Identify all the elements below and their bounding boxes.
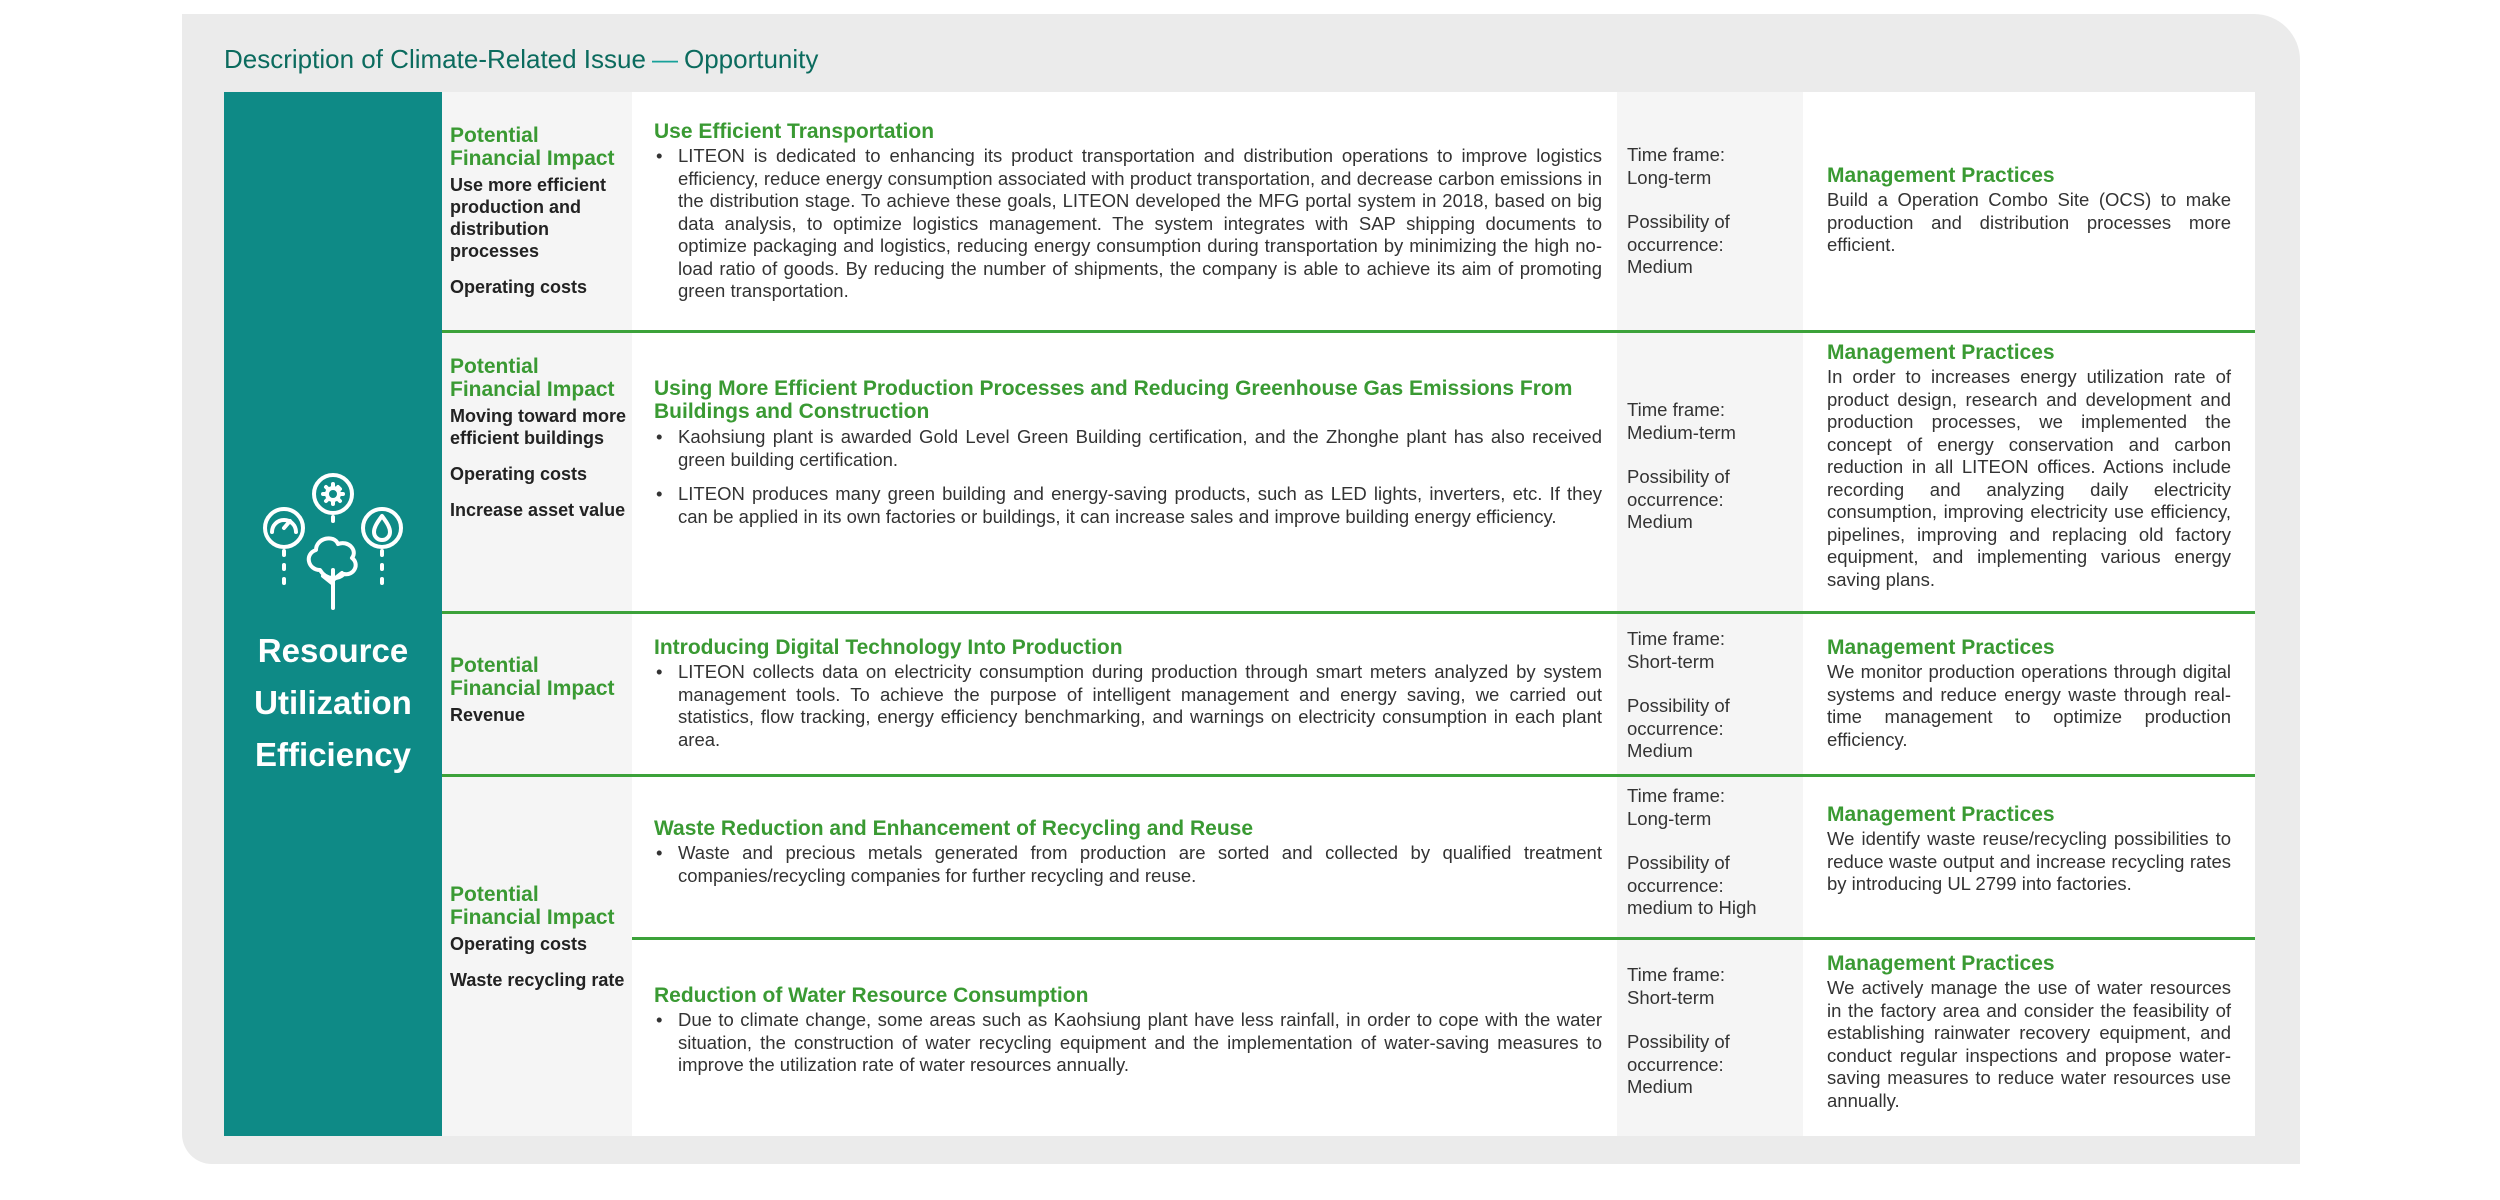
impact-item: Increase asset value xyxy=(450,500,626,520)
management-cell xyxy=(1803,92,2255,330)
table-row xyxy=(442,333,2255,611)
category-line-3: Efficiency xyxy=(255,736,411,773)
possibility-label: Possibility of occurrence: xyxy=(1627,695,1730,739)
impact-item: Waste recycling rate xyxy=(450,970,625,990)
time-frame-label: Time frame: xyxy=(1627,144,1725,165)
time-frame-label: Time frame: xyxy=(1627,964,1725,985)
impact-item: Revenue xyxy=(450,705,526,725)
description-bullet: • LITEON produces many green building and energy-saving products, such as LED lights, inverters, etc. If they can be applied in its own factories or buildings, it can increase sales and improve building energy efficiency. xyxy=(654,483,1602,528)
management-title: Management Practices xyxy=(1827,803,2055,826)
category-line-1: Resource xyxy=(257,632,409,669)
time-frame-value: Long-term xyxy=(1627,807,1712,829)
impact-cell xyxy=(442,333,632,611)
opportunity-title: Introducing Digital Technology Into Production xyxy=(654,636,1123,659)
management-title: Management Practices xyxy=(1827,952,2055,975)
timeframe-cell xyxy=(1617,614,1803,774)
impact-cell xyxy=(442,92,632,330)
description-bullet: • Kaohsiung plant is awarded Gold Level Green Building certification, and the Zhonghe plant has also received green building certification. xyxy=(654,426,1602,471)
management-cell xyxy=(1803,940,2255,1136)
possibility-value: Medium xyxy=(1627,1076,1693,1097)
timeframe-cell xyxy=(1617,777,1803,937)
table-row xyxy=(442,92,2255,330)
timeframe-cell xyxy=(1617,92,1803,330)
resource-tree-icon xyxy=(262,472,404,610)
possibility-label: Possibility of occurrence: xyxy=(1627,852,1730,896)
management-text: We actively manage the use of water resources in the factory area and consider the feasibility of establishing rainwater recovery equipment, and conduct regular inspections and propose water-saving measures to reduce water resources use annually. xyxy=(1827,977,2231,1111)
table-row xyxy=(442,777,2255,1136)
description-cell xyxy=(632,333,1617,611)
management-title: Management Practices xyxy=(1827,341,2055,364)
description-bullet: • LITEON collects data on electricity consumption during production through smart meters analyzed by system management tools. To achieve the purpose of intelligent management and energy saving, we carried out statistics, flow tracking, energy efficiency benchmarking, and warnings on electricity consumption in each plant area. xyxy=(654,661,1602,751)
impact-cell xyxy=(442,777,632,1136)
category-title xyxy=(224,625,442,781)
impact-heading: Potential Financial Impact xyxy=(450,883,615,929)
description-cell xyxy=(632,614,1617,774)
management-text: Build a Operation Combo Site (OCS) to make production and distribution processes more efficient. xyxy=(1827,189,2231,255)
management-cell xyxy=(1803,614,2255,774)
impact-heading: Potential Financial Impact xyxy=(450,654,615,700)
impact-heading: Potential Financial Impact xyxy=(450,124,615,170)
impact-item: Moving toward more efficient buildings xyxy=(450,406,627,448)
impact-item: Use more efficient production and distribution processes xyxy=(450,175,607,261)
title-main: Description of Climate-Related Issue xyxy=(224,44,646,74)
time-frame-value: Long-term xyxy=(1627,166,1712,188)
possibility-value: Medium xyxy=(1627,511,1693,532)
management-title: Management Practices xyxy=(1827,636,2055,659)
timeframe-cell xyxy=(1617,940,1803,1136)
time-frame-value: Short-term xyxy=(1627,650,1715,672)
impact-heading: Potential Financial Impact xyxy=(450,355,615,401)
page-title xyxy=(224,44,818,75)
description-bullet: • LITEON is dedicated to enhancing its product transportation and distribution operations to improve logistics efficiency, reduce energy consumption associated with product transportation, and decrease carbon emissions in the distribution stage. To achieve these goals, LITEON developed the MFG portal system in 2018, based on big data analysis, to optimize logistics management. The system integrates with SAP shipping documents to optimize packaging and logistics, reducing energy consumption during transportation by minimizing the high no-load ratio of goods. By reducing the number of shipments, the company is able to achieve its aim of promoting green transportation. xyxy=(654,145,1602,303)
possibility-label: Possibility of occurrence: xyxy=(1627,211,1730,255)
timeframe-cell xyxy=(1617,333,1803,611)
title-subtitle: Opportunity xyxy=(683,44,819,74)
time-frame-value: Medium-term xyxy=(1627,421,1736,443)
category-line-2: Utilization xyxy=(254,684,412,721)
management-text: We identify waste reuse/recycling possibilities to reduce waste output and increase recycling rates by introducing UL 2799 into factories. xyxy=(1827,828,2231,894)
opportunity-title: Reduction of Water Resource Consumption xyxy=(654,984,1089,1007)
possibility-value: medium to High xyxy=(1627,897,1757,918)
description-cell xyxy=(632,940,1617,1136)
description-cell xyxy=(632,92,1617,330)
description-bullet: • Due to climate change, some areas such as Kaohsiung plant have less rainfall, in order to cope with the water situation, the construction of water recycling equipment and the implementation of water-saving measures to improve the utilization rate of water resources annually. xyxy=(654,1009,1602,1077)
impact-item: Operating costs xyxy=(450,464,588,484)
description-bullet: • Waste and precious metals generated from production are sorted and collected by qualified treatment companies/recycling companies for further recycling and reuse. xyxy=(654,842,1602,887)
opportunity-title: Use Efficient Transportation xyxy=(654,120,935,143)
title-separator: — xyxy=(651,44,678,74)
time-frame-label: Time frame: xyxy=(1627,628,1725,649)
possibility-label: Possibility of occurrence: xyxy=(1627,466,1730,510)
possibility-label: Possibility of occurrence: xyxy=(1627,1031,1730,1075)
impact-item: Operating costs xyxy=(450,934,588,954)
possibility-value: Medium xyxy=(1627,256,1693,277)
table-row xyxy=(442,614,2255,774)
time-frame-value: Short-term xyxy=(1627,986,1715,1008)
management-cell xyxy=(1803,333,2255,611)
category-band xyxy=(224,92,442,1136)
impact-item: Operating costs xyxy=(450,277,588,297)
time-frame-label: Time frame: xyxy=(1627,399,1725,420)
management-text: We monitor production operations through digital systems and reduce energy waste through real-time management to optimize production efficiency. xyxy=(1827,661,2231,750)
impact-cell xyxy=(442,614,632,774)
management-title: Management Practices xyxy=(1827,164,2055,187)
management-text: In order to increases energy utilization rate of product design, research and development and production processes, we implemented the concept of energy conservation and carbon reduction in all LITEON offices. Actions include recording and analyzing daily electricity consumption, improving electricity use efficiency, pipelines, improving and replacing old factory equipment, and implementing various energy saving plans. xyxy=(1827,366,2231,590)
opportunity-table xyxy=(442,92,2255,1136)
management-cell xyxy=(1803,777,2255,937)
description-cell xyxy=(632,777,1617,937)
time-frame-label: Time frame: xyxy=(1627,785,1725,806)
opportunity-title: Using More Efficient Production Processes and Reducing Greenhouse Gas Emissions From Buildings and Construction xyxy=(654,377,1573,423)
possibility-value: Medium xyxy=(1627,740,1693,761)
opportunity-title: Waste Reduction and Enhancement of Recycling and Reuse xyxy=(654,817,1254,840)
